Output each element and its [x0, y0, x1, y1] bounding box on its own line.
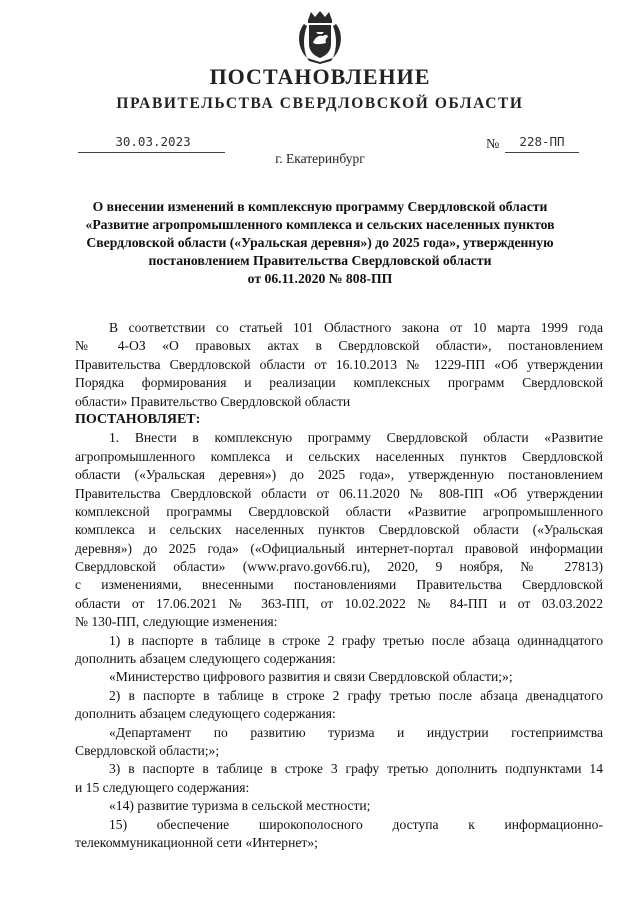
- document-body: [75, 319, 603, 852]
- subitem2-line: 2) в паспорте в таблице в строке 2 графу третью после абзаца двенадцатого: [109, 687, 603, 703]
- document-heading: [60, 198, 580, 288]
- subitem3-line: 3) в паспорте в таблице в строке 3 графу третью дополнить подпунктами 14: [109, 761, 603, 777]
- item1-line: 1. Внести в комплексную программу Свердловской области «Развитие: [109, 430, 603, 446]
- item1-line: деревня») до 2025 года» («Официальный интернет-портал правовой информации: [75, 540, 603, 556]
- subitem1-line: дополнить абзацем следующего содержания:: [75, 651, 336, 667]
- heading-line: Свердловской области («Уральская деревня») до 2025 года», утвержденную: [86, 235, 554, 250]
- preamble-line: области» Правительство Свердловской области: [75, 393, 351, 409]
- item1-line: области («Уральская деревня») до 2025 года», утвержденную постановлением: [75, 467, 603, 483]
- heading-line: постановлением Правительства Свердловской области: [148, 253, 492, 268]
- item1-line: агропромышленного комплекса и сельских населенных пунктов Свердловской: [75, 448, 603, 464]
- item1-line: с изменениями, внесенными постановлениями Правительства Свердловской: [75, 577, 603, 593]
- subitem3-point15: 15) обеспечение широкополосного доступа к информационно-: [109, 816, 603, 832]
- document-date: 30.03.2023: [115, 134, 191, 149]
- subitem1-quote: «Министерство цифрового развития и связи Свердловской области;»;: [109, 669, 513, 685]
- heading-line: от 06.11.2020 № 808-ПП: [247, 271, 393, 286]
- item1-line: Свердловской области» (www.pravo.gov66.ru), 2020, 9 ноября, № 27813): [75, 559, 603, 575]
- resolves-heading: ПОСТАНОВЛЯЕТ:: [75, 411, 201, 427]
- preamble-line: Порядка формирования и реализации комплексных программ Свердловской: [75, 375, 603, 391]
- item1-line: Правительства Свердловской области от 06.11.2020 № 808-ПП «Об утверждении: [75, 485, 603, 501]
- number-sign: №: [486, 137, 500, 152]
- item1-line: № 130-ПП, следующие изменения:: [75, 614, 278, 630]
- heading-line: «Развитие агропромышленного комплекса и сельских населенных пунктов: [85, 217, 555, 232]
- subitem1-line: 1) в паспорте в таблице в строке 2 графу третью после абзаца одиннадцатого: [109, 632, 603, 648]
- subitem2-line: дополнить абзацем следующего содержания:: [75, 706, 336, 722]
- document-subtitle: ПРАВИТЕЛЬСТВА СВЕРДЛОВСКОЙ ОБЛАСТИ: [116, 95, 524, 112]
- item1-line: комплекса и сельских населенных пунктов Свердловской области («Уральская: [75, 522, 603, 538]
- document-title: ПОСТАНОВЛЕНИЕ: [209, 64, 431, 89]
- subitem3-point15: телекоммуникационной сети «Интернет»;: [75, 834, 318, 850]
- coat-of-arms-emblem: [295, 10, 345, 64]
- subitem2-quote: «Департамент по развитию туризма и индустрии гостеприимства: [109, 724, 603, 740]
- preamble-line: № 4-ОЗ «О правовых актах в Свердловской области», постановлением: [75, 338, 603, 354]
- heading-line: О внесении изменений в комплексную программу Свердловской области: [92, 199, 548, 214]
- preamble-line: Правительства Свердловской области от 16.10.2013 № 1229-ПП «Об утверждении: [75, 356, 603, 372]
- subitem3-point14: «14) развитие туризма в сельской местности;: [109, 798, 371, 814]
- subitem2-quote: Свердловской области;»;: [75, 742, 220, 758]
- document-city: г. Екатеринбург: [275, 151, 365, 166]
- item1-line: комплексной программы Свердловской области «Развитие агропромышленного: [75, 503, 603, 519]
- subitem3-line: и 15 следующего содержания:: [75, 779, 250, 795]
- item1-line: области от 17.06.2021 № 363-ПП, от 10.02.2022 № 84-ПП и от 03.03.2022: [75, 595, 603, 611]
- document-number: 228-ПП: [519, 134, 565, 149]
- preamble-line: В соответствии со статьей 101 Областного закона от 10 марта 1999 года: [109, 320, 603, 335]
